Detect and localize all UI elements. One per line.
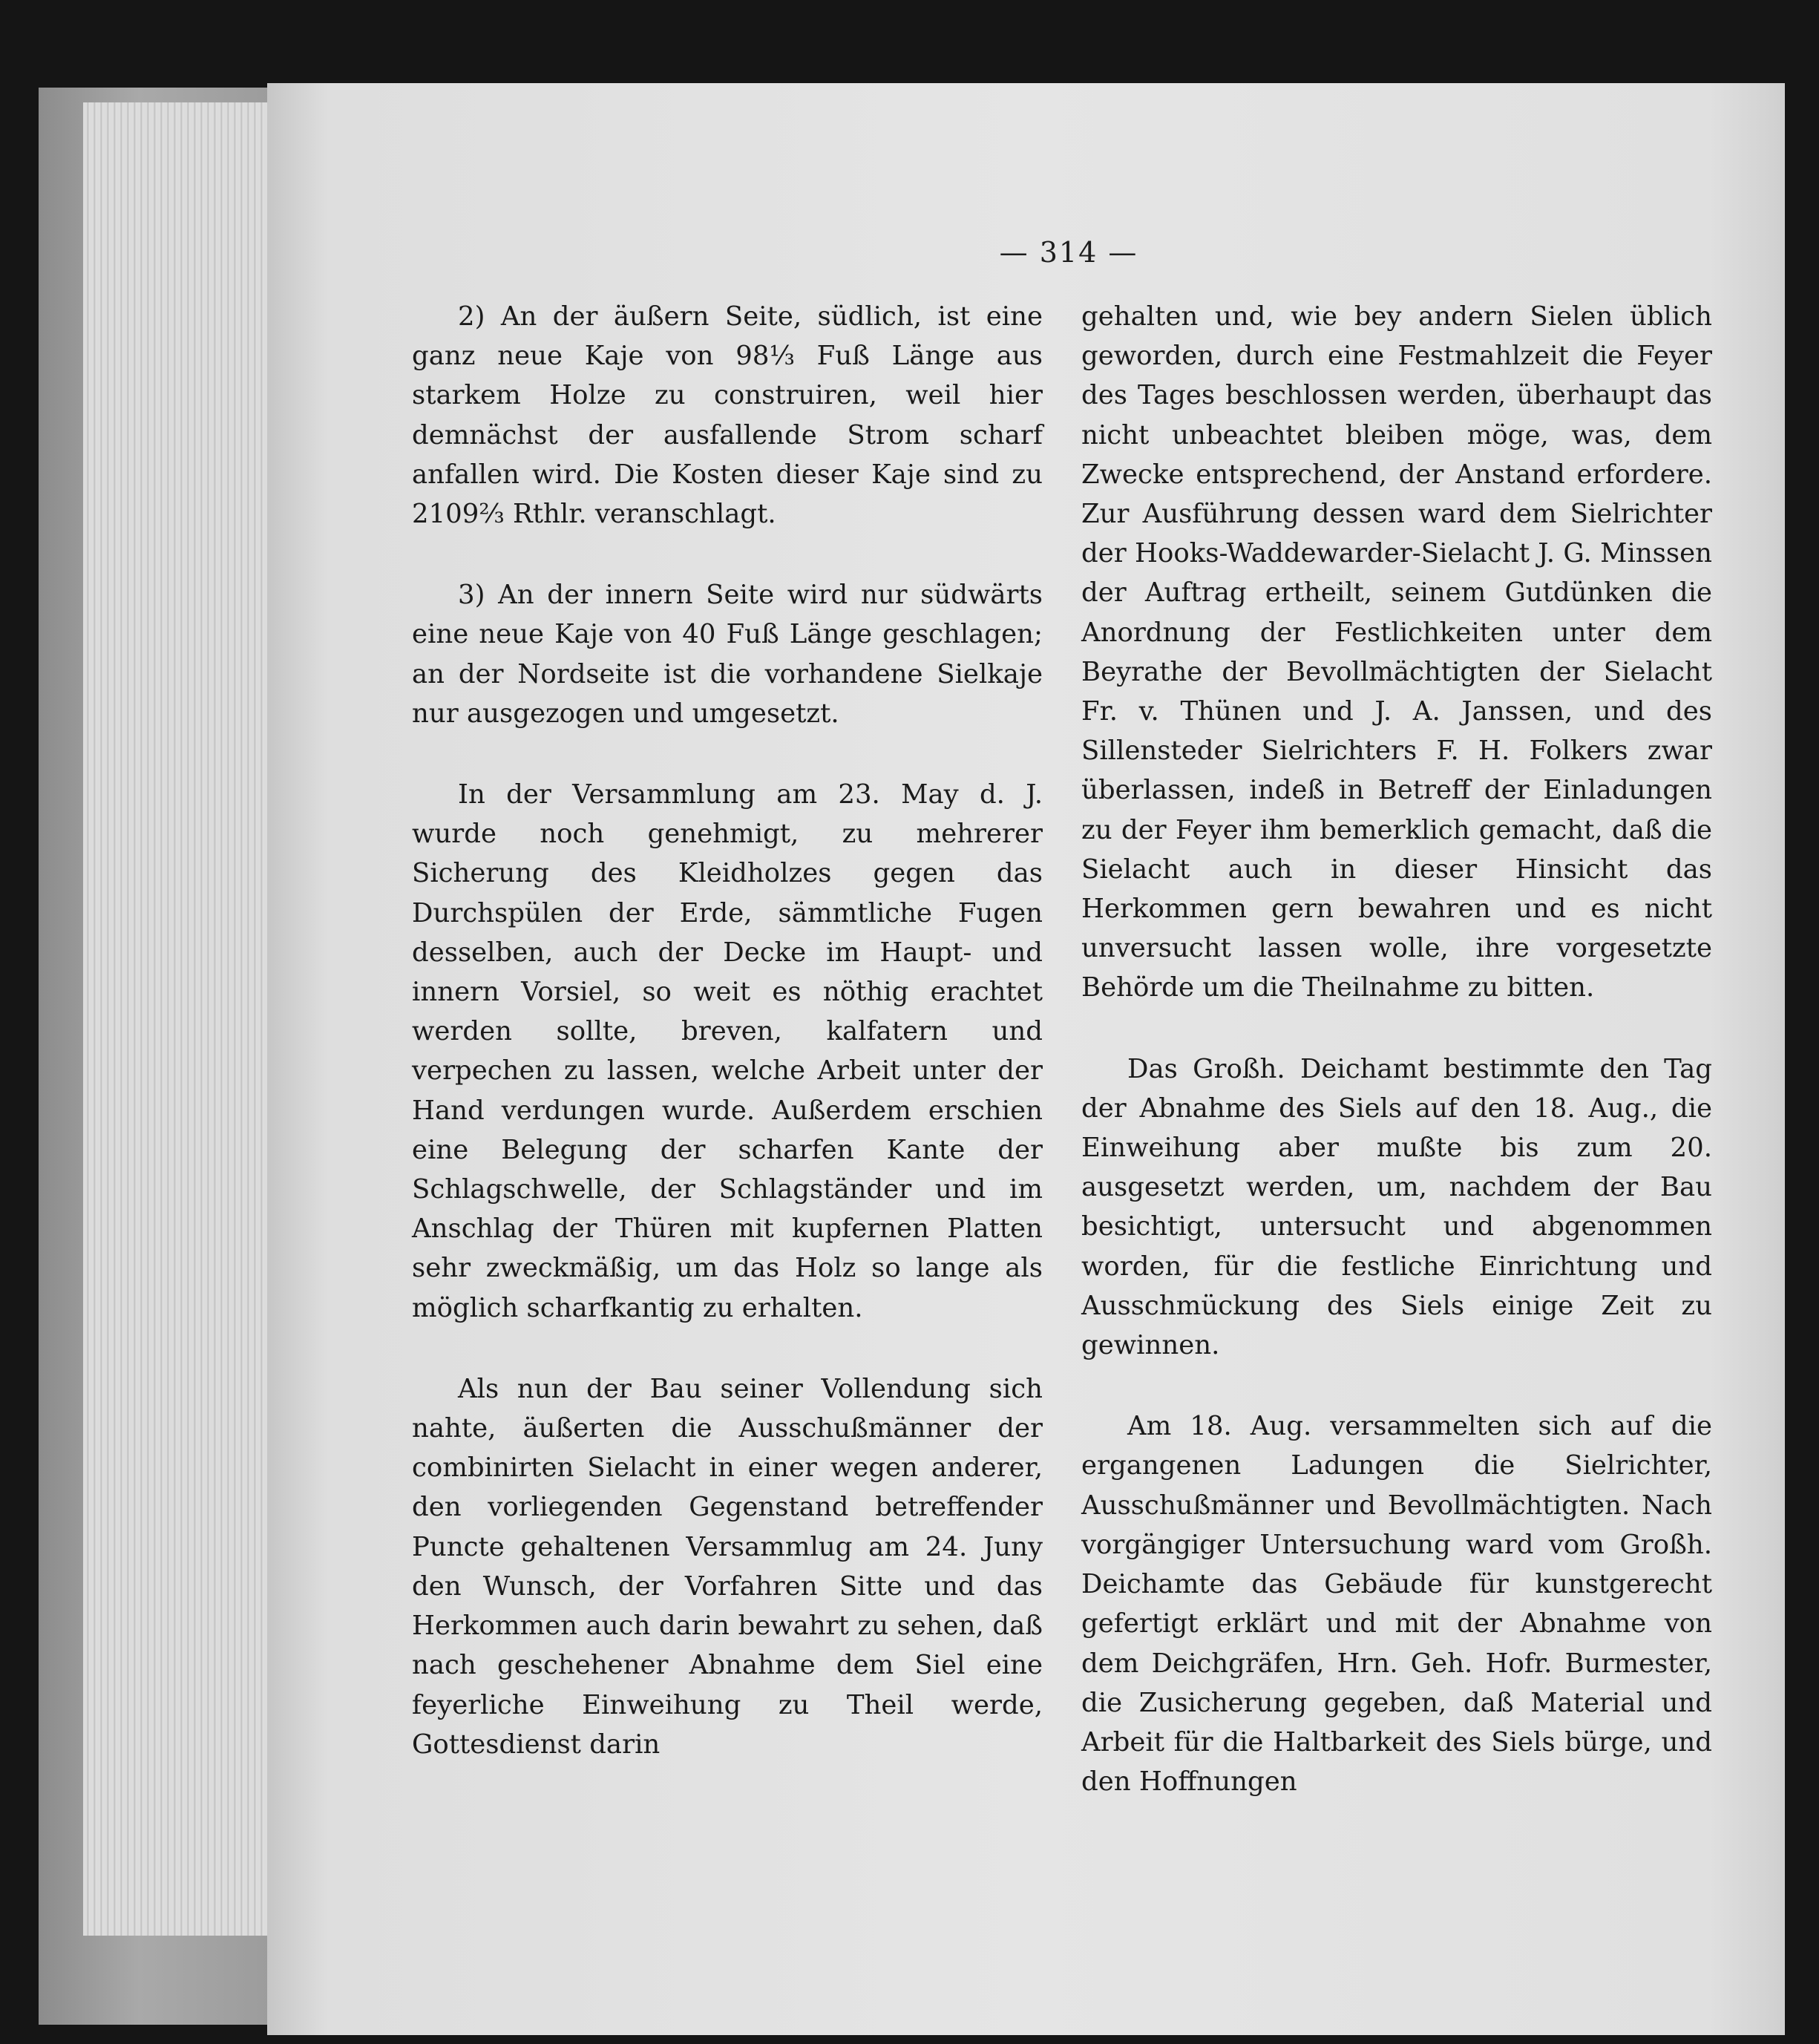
paragraph-18-august: Am 18. Aug. versammelten sich auf die ergangenen Ladungen die Sielrichter, Ausschußmänner und Bevollmächtigten. Nach vorgängiger Untersuchung ward vom Großh. Deichamte das Gebäude für kunstgerecht gefertigt erklärt und mit der Abnahme von dem Deichgräfen, Hrn. Geh. Hofr. Burmester, die Zusicherung gegeben, daß Material und Arbeit für die Haltbarkeit des Siels bürge, und den Hoffnungen <box>1081 1411 1712 1798</box>
left-text-column <box>412 297 1043 1764</box>
stacked-page-edges <box>83 102 269 1936</box>
page-number: — 314 — <box>999 236 1138 269</box>
paragraph-item-3: 3) An der innern Seite wird nur südwärts eine neue Kaje von 40 Fuß Länge geschlagen; an der Nordseite ist die vorhandene Sielkaje nur ausgezogen und umgesetzt. <box>412 580 1043 729</box>
paragraph-item-2: 2) An der äußern Seite, südlich, ist eine ganz neue Kaje von 98⅓ Fuß Länge aus starkem Holze zu construiren, weil hier demnächst der ausfallende Strom scharf anfallen wird. Die Kosten dieser Kaje sind zu 2109⅔ Rthlr. veranschlagt. <box>412 301 1043 530</box>
paragraph-continuation: gehalten und, wie bey andern Sielen üblich geworden, durch eine Festmahlzeit die Feyer des Tages beschlossen werden, überhaupt das nicht unbeachtet bleiben möge, was, dem Zwecke entsprechend, der Anstand erfordere. Zur Ausführung dessen ward dem Sielrichter der Hooks-Waddewarder-Sielacht J. G. Minssen der Auftrag ertheilt, seinem Gutdünken die Anordnung der Festlichkeiten unter dem Beyrathe der Bevollmächtigten der Sielacht Fr. v. Thünen und J. A. Janssen, und des Sillensteder Sielrichters F. H. Folkers zwar überlassen, indeß in Betreff der Einladungen zu der Feyer ihm bemerklich gemacht, daß die Sielacht auch in dieser Hinsicht das Herkommen gern bewahren und es nicht unversucht lassen wolle, ihre vorgesetzte Behörde um die Theilnahme zu bitten. <box>1081 301 1712 1003</box>
paragraph-deichamt: Das Großh. Deichamt bestimmte den Tag der Abnahme des Siels auf den 18. Aug., die Einweihung aber mußte bis zum 20. ausgesetzt werden, um, nachdem der Bau besichtigt, untersucht und abgenommen worden, für die festliche Einrichtung und Ausschmückung des Siels einige Zeit zu gewinnen. <box>1081 1053 1712 1361</box>
paragraph-bau-vollendung: Als nun der Bau seiner Vollendung sich nahte, äußerten die Ausschußmänner der combinirten Sielacht in einer wegen anderer, den vorliegenden Gegenstand betreffender Puncte gehaltenen Versammlug am 24. Juny den Wunsch, der Vorfahren Sitte und das Herkommen auch darin bewahrt zu sehen, daß nach geschehener Abnahme dem Siel eine feyerliche Einweihung zu Theil werde, Gottesdienst darin <box>412 1373 1043 1760</box>
paragraph-versammlung-may: In der Versammlung am 23. May d. J. wurde noch genehmigt, zu mehrerer Sicherung des Kleidholzes gegen das Durchspülen der Erde, sämmtliche Fugen desselben, auch der Decke im Haupt- und innern Vorsiel, so weit es nöthig erachtet werden sollte, breven, kalfatern und verpechen zu lassen, welche Arbeit unter der Hand verdungen wurde. Außerdem erschien eine Belegung der scharfen Kante der Schlagschwelle, der Schlagständer und im Anschlag der Thüren mit kupfernen Platten sehr zweckmäßig, um das Holz so lange als möglich scharfkantig zu erhalten. <box>412 779 1043 1323</box>
right-text-column <box>1081 297 1712 1801</box>
